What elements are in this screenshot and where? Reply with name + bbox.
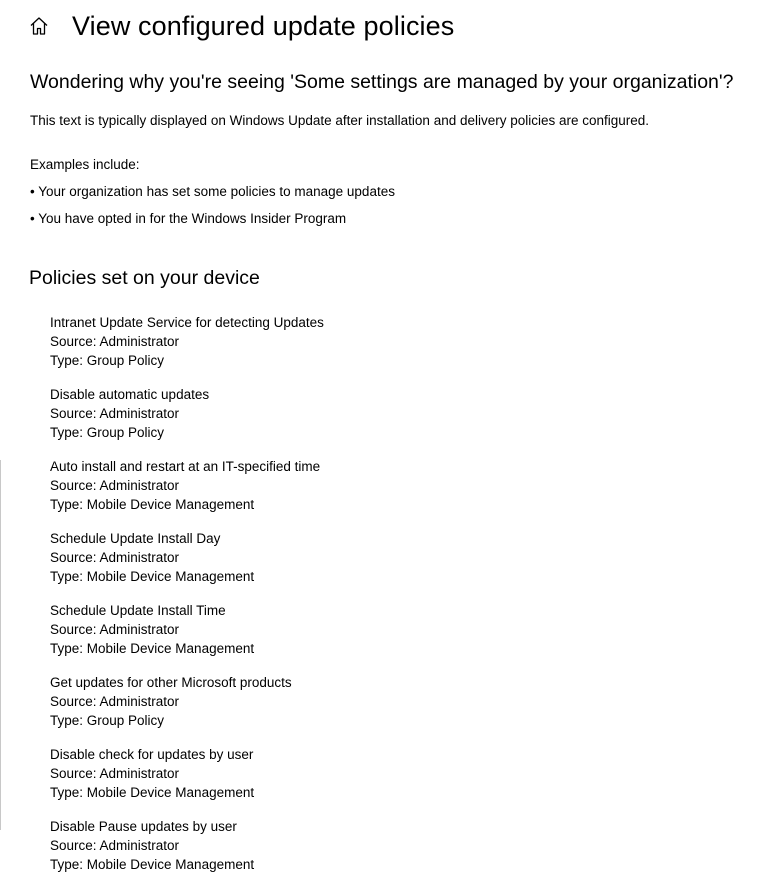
policy-type: Type: Group Policy xyxy=(50,713,165,728)
policy-type: Type: Group Policy xyxy=(50,353,165,368)
example-item: • Your organization has set some policies to manage updates xyxy=(30,184,395,199)
policy-item xyxy=(50,745,324,817)
policy-item xyxy=(50,817,324,881)
policy-item xyxy=(50,529,324,601)
policy-source: Source: Administrator xyxy=(50,334,180,349)
policy-type: Type: Mobile Device Management xyxy=(50,569,255,584)
policy-name: Schedule Update Install Time xyxy=(50,603,226,618)
home-icon[interactable] xyxy=(28,15,50,37)
policy-source: Source: Administrator xyxy=(50,838,180,853)
policy-name: Disable Pause updates by user xyxy=(50,819,237,834)
policy-name: Intranet Update Service for detecting Updates xyxy=(50,315,324,330)
policy-name: Get updates for other Microsoft products xyxy=(50,675,292,690)
policy-source: Source: Administrator xyxy=(50,766,180,781)
policy-source: Source: Administrator xyxy=(50,622,180,637)
policy-type: Type: Mobile Device Management xyxy=(50,857,255,872)
policy-source: Source: Administrator xyxy=(50,694,180,709)
policy-name: Schedule Update Install Day xyxy=(50,531,221,546)
policy-name: Disable check for updates by user xyxy=(50,747,254,762)
policy-type: Type: Mobile Device Management xyxy=(50,785,255,800)
page-title: View configured update policies xyxy=(72,10,455,41)
examples-list xyxy=(30,184,395,238)
policy-item xyxy=(50,601,324,673)
policy-name: Auto install and restart at an IT-specified time xyxy=(50,459,321,474)
page-header xyxy=(28,6,454,46)
policy-list xyxy=(50,313,324,881)
policy-name: Disable automatic updates xyxy=(50,387,210,402)
window-edge xyxy=(0,460,1,830)
policy-item xyxy=(50,385,324,457)
policy-type: Type: Mobile Device Management xyxy=(50,641,255,656)
policy-source: Source: Administrator xyxy=(50,550,180,565)
policies-section-title: Policies set on your device xyxy=(29,267,260,289)
managed-settings-description: This text is typically displayed on Windows Update after installation and delivery policies are configured. xyxy=(30,113,650,128)
policy-source: Source: Administrator xyxy=(50,406,180,421)
policy-item xyxy=(50,457,324,529)
policy-type: Type: Mobile Device Management xyxy=(50,497,255,512)
example-item: • You have opted in for the Windows Insider Program xyxy=(30,211,347,226)
policy-source: Source: Administrator xyxy=(50,478,180,493)
managed-settings-question: Wondering why you're seeing 'Some settings are managed by your organization'? xyxy=(30,71,734,93)
examples-label: Examples include: xyxy=(30,157,140,172)
policy-item xyxy=(50,673,324,745)
policy-item xyxy=(50,313,324,385)
policy-type: Type: Group Policy xyxy=(50,425,165,440)
